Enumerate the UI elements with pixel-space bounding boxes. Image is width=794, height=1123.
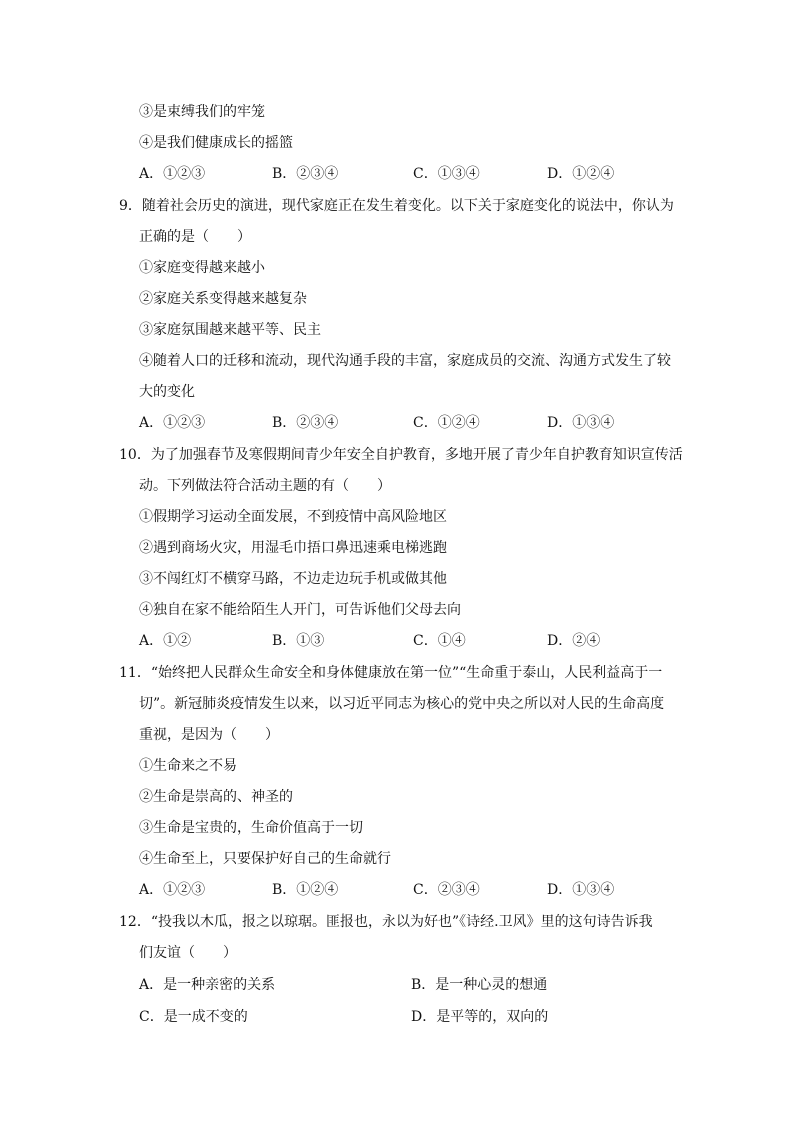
q11-item-1: ①生命来之不易	[139, 758, 237, 774]
q8-option-b[interactable]: B．②③④	[272, 166, 339, 182]
q10-item-1: ①假期学习运动全面发展，不到疫情中高风险地区	[139, 509, 447, 525]
q10-item-3: ③不闯红灯不横穿马路，不边走边玩手机或做其他	[139, 571, 447, 587]
q8-option-a[interactable]: A．①②③	[139, 166, 206, 182]
q12-option-c[interactable]: C．是一成不变的	[139, 1009, 248, 1025]
q9-stem-line-2: 正确的是（ ）	[139, 229, 251, 245]
q9-item-2: ②家庭关系变得越来越复杂	[139, 291, 307, 307]
q12-option-b[interactable]: B．是一种心灵的想通	[411, 977, 548, 993]
q9-option-d[interactable]: D．①③④	[547, 415, 615, 431]
q8-item-4: ④是我们健康成长的摇篮	[139, 135, 293, 151]
q8-option-c[interactable]: C．①③④	[413, 166, 480, 182]
q8-item-3: ③是束缚我们的牢笼	[139, 104, 265, 120]
q9-option-c[interactable]: C．①②④	[413, 415, 480, 431]
q12-stem-line-1: 12．“投我以木瓜，报之以琼琚。匪报也，永以为好也”《诗经.卫风》里的这句诗告诉我	[119, 914, 653, 930]
q11-option-c[interactable]: C．②③④	[413, 882, 480, 898]
q10-option-c[interactable]: C．①④	[413, 633, 466, 649]
q9-item-3: ③家庭氛围越来越平等、民主	[139, 322, 321, 338]
q11-item-2: ②生命是崇高的、神圣的	[139, 789, 293, 805]
q10-item-2: ②遇到商场火灾，用湿毛巾捂口鼻迅速乘电梯逃跑	[139, 540, 447, 556]
q11-option-b[interactable]: B．①②④	[272, 882, 339, 898]
q12-stem-line-2: 们友谊（ ）	[139, 945, 237, 961]
q11-stem-line-2: 切”。新冠肺炎疫情发生以来，以习近平同志为核心的党中央之所以对人民的生命高度	[139, 696, 665, 712]
q9-item-1: ①家庭变得越来越小	[139, 260, 265, 276]
q11-option-d[interactable]: D．①③④	[547, 882, 615, 898]
q11-item-3: ③生命是宝贵的，生命价值高于一切	[139, 820, 363, 836]
q10-option-b[interactable]: B．①③	[272, 633, 325, 649]
q9-option-a[interactable]: A．①②③	[139, 415, 206, 431]
q11-item-4: ④生命至上，只要保护好自己的生命就行	[139, 851, 391, 867]
q11-stem-line-3: 重视，是因为（ ）	[139, 727, 279, 743]
q9-item-4-cont: 大的变化	[139, 384, 195, 400]
q12-option-d[interactable]: D．是平等的，双向的	[411, 1009, 549, 1025]
q9-item-4: ④随着人口的迁移和流动，现代沟通手段的丰富，家庭成员的交流、沟通方式发生了较	[139, 353, 671, 369]
q9-stem-line-1: 9．随着社会历史的演进，现代家庭正在发生着变化。以下关于家庭变化的说法中，你认为	[119, 198, 674, 214]
q9-option-b[interactable]: B．②③④	[272, 415, 339, 431]
q8-option-d[interactable]: D．①②④	[547, 166, 615, 182]
q10-option-a[interactable]: A．①②	[139, 633, 192, 649]
q12-option-a[interactable]: A．是一种亲密的关系	[139, 977, 276, 993]
q10-stem-line-2: 动。下列做法符合活动主题的有（ ）	[139, 478, 391, 494]
q11-stem-line-1: 11．“始终把人民群众生命安全和身体健康放在第一位”“生命重于泰山，人民利益高于一	[119, 665, 663, 681]
q10-option-d[interactable]: D．②④	[547, 633, 601, 649]
q10-stem-line-1: 10．为了加强春节及寒假期间青少年安全自护教育，多地开展了青少年自护教育知识宣传活	[119, 447, 683, 463]
q11-option-a[interactable]: A．①②③	[139, 882, 206, 898]
q10-item-4: ④独自在家不能给陌生人开门，可告诉他们父母去向	[139, 602, 461, 618]
